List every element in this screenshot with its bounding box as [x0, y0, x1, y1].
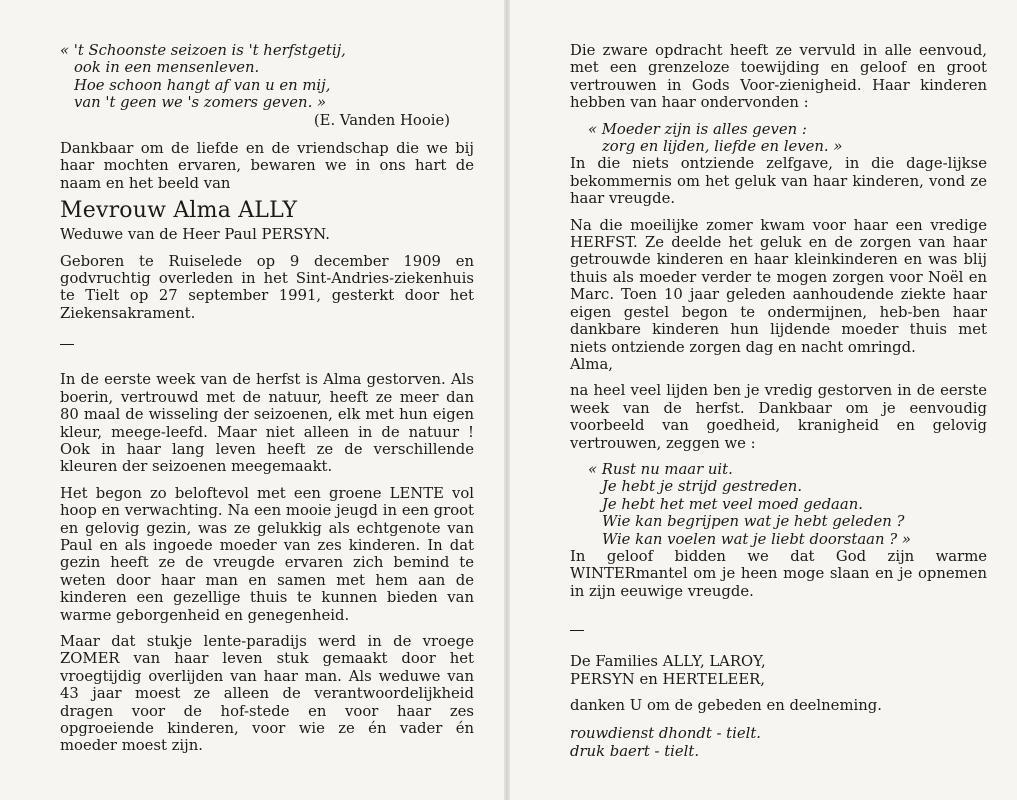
printer-line: druk baert - tielt. [570, 742, 700, 760]
paragraph: Het begon zo beloftevol met een groene LENTE vol hoop en verwachting. Na een mooie jeugd in een groot en gelovig gezin, was ze gelukkig als echtgenote van Paul en als ingoede moeder van zes kinderen. In dat gezin heeft ze de vreugde ervaren zich bemind te weten door haar man en samen met hem aan de kinderen een gezellige thuis te kunnen bieden van warme geborgenheid en genegenheid. [60, 484, 474, 624]
paragraph: In de eerste week van de herfst is Alma gestorven. Als boerin, vertrouwd met de natuur, heeft ze meer dan 80 maal de wisseling der seizoenen, elk met hun eigen kleur, meege-leefd. Maar niet alleen in de natuur ! Ook in haar lang leven heeft ze de verschillende kleuren der seizoenen meegemaakt. [60, 371, 474, 476]
epigraph-line: Hoe schoon hangt af van u en mij, [74, 76, 331, 94]
thanks-line: danken U om de gebeden en deelneming. [570, 697, 882, 714]
address-line: Alma, [570, 355, 613, 373]
widow-line: Weduwe van de Heer Paul PERSYN. [60, 226, 331, 244]
mother-quote [570, 121, 987, 156]
intro-text: Dankbaar om de liefde en de vriendschap die we bij haar mochten ervaren, bewaren we in ons hart de naam en het beeld van [60, 140, 474, 192]
printer-line: rouwdienst dhondt - tielt. [570, 725, 761, 743]
paragraph: na heel veel lijden ben je vredig gestorven in de eerste week van de herfst. Dankbaar om je eenvoudig voorbeeld van goedheid, kranigheid en gelovig vertrouwen, zeggen we : [570, 382, 987, 452]
epigraph-line: van 't geen we 's zomers geven. » [74, 94, 327, 112]
birth-death-text: Geboren te Ruiselede op 9 december 1909 en godvruchtig overleden in het Sint-Andries-ziekenhuis te Tielt op 27 september 1991, gesterkt door het Ziekensakrament. [60, 252, 474, 322]
deceased-name: Mevrouw Alma ALLY [60, 198, 298, 224]
quote-line: zorg en lijden, liefde en leven. » [602, 138, 843, 156]
paragraph: Maar dat stukje lente-paradijs werd in de vroege ZOMER van haar leven stuk gemaakt door het vroegtijdig overlijden van haar man. Als weduwe van 43 jaar moest ze alleen de verantwoordelijkheid dragen voor de hof-stede en voor haar zes opgroeiende kinderen, voor wie ze én vader én moeder moest zijn. [60, 632, 474, 755]
paragraph: Na die moeilijke zomer kwam voor haar een vredige HERFST. Ze deelde het geluk en de zorgen van haar getrouwde kinderen en haar kleinkinderen en was blij thuis als moeder verder te mogen zorgen voor Noël en Marc. Toen 10 jaar geleden aanhoudende ziekte haar eigen gestel begon te ondermijnen, heb-ben haar dankbare kinderen hun lijdende moeder thuis met niets ontziende zorgen dag en nacht omringd. [570, 216, 987, 356]
paragraph: In geloof bidden we dat God zijn warme WINTERmantel om je heen moge slaan en je opnemen in zijn eeuwige vreugde. [570, 547, 987, 600]
quote-line: Je hebt het met veel moed gedaan. [602, 495, 863, 513]
quote-line: Je hebt je strijd gestreden. [602, 478, 803, 496]
rest-quote [570, 461, 987, 548]
quote-line: « Moeder zijn is alles geven : [588, 120, 807, 138]
epigraph-line: « 't Schoonste seizoen is 't herfstgetij, [60, 42, 346, 59]
families-line: PERSYN en HERTELEER, [570, 670, 765, 688]
paragraph: In die niets ontziende zelfgave, in die dage-lijkse bekommernis om het geluk van haar kinderen, vond ze haar vreugde. [570, 155, 987, 208]
families-line: De Families ALLY, LAROY, [570, 653, 766, 671]
families-block [570, 653, 987, 688]
quote-line: Wie kan voelen wat je liebt doorstaan ? » [602, 530, 911, 548]
epigraph [60, 42, 474, 112]
divider [570, 630, 584, 631]
divider [60, 344, 74, 345]
printer-credits [570, 725, 987, 760]
left-page [0, 0, 504, 800]
paragraph: Die zware opdracht heeft ze vervuld in alle eenvoud, met een grenzeloze toewijding en geloof en groot vertrouwen in Gods Voor-zienigheid. Haar kinderen hebben van haar ondervonden : [570, 42, 987, 112]
right-page [510, 0, 1017, 800]
epigraph-line: ook in een mensenleven. [74, 59, 260, 77]
quote-line: « Rust nu maar uit. [588, 460, 733, 478]
quote-line: Wie kan begrijpen wat je hebt geleden ? [602, 513, 905, 531]
epigraph-author: (E. Vanden Hooie) [313, 111, 450, 129]
